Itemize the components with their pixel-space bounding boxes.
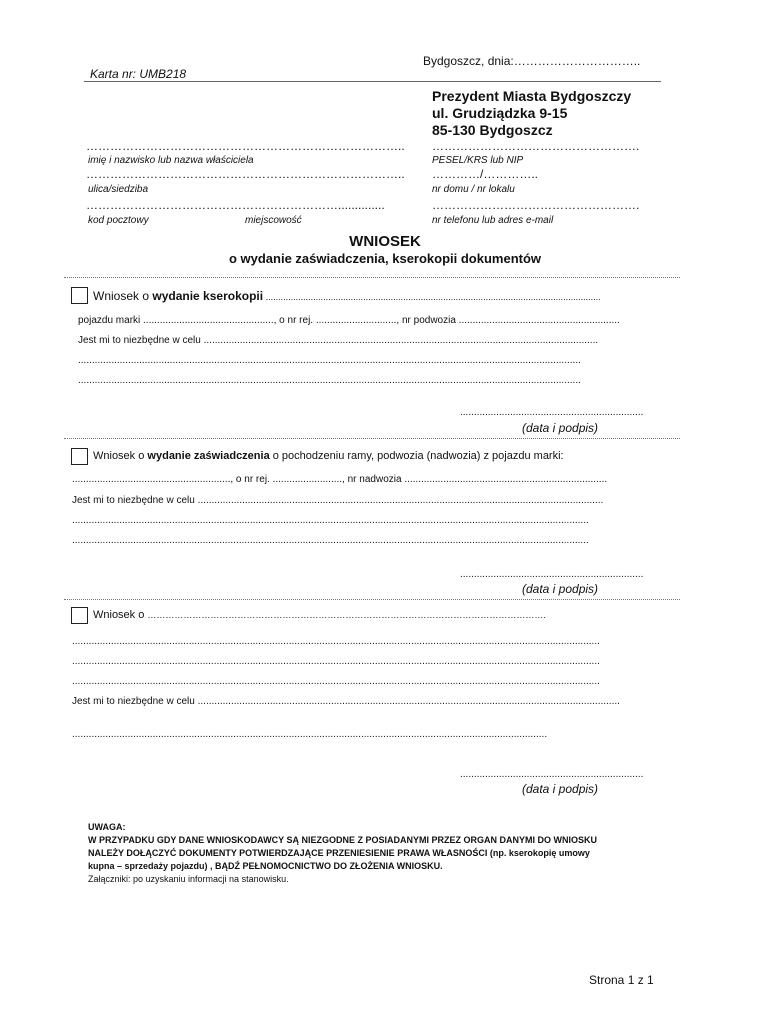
recipient-block — [432, 88, 631, 139]
house-number-field[interactable]: …………/………….. — [432, 167, 539, 181]
house-number-label: nr domu / nr lokalu — [432, 184, 515, 195]
copy-request-bold: wydanie kserokopii — [152, 289, 264, 303]
notice-block — [88, 821, 597, 886]
certificate-request-bold: wydanie zaświadczenia — [147, 450, 270, 462]
vehicle-certificate-line[interactable]: ........................................................., o nr rej. ........................., nr nadwozia ......................................................................... — [72, 474, 608, 485]
certificate-extra-line-1[interactable]: .......................................................................................................................................................................................... — [72, 515, 589, 526]
certificate-request-line — [93, 450, 564, 462]
street-label: ulica/siedziba — [88, 184, 149, 195]
copy-purpose-line[interactable]: Jest mi to niezbędne w celu .............................................................................................................................................. — [78, 335, 599, 346]
postal-code-label: kod pocztowy — [88, 215, 149, 226]
other-request-dots[interactable]: ……………………………………………………………………………………………………………………. — [147, 610, 546, 620]
other-extra-line-2[interactable]: .............................................................................................................................................................................................. — [72, 656, 600, 667]
notice-line-1: W PRZYPADKU GDY DANE WNIOSKODAWCY SĄ NIEZGODNE Z POSIADANYMI PRZEZ ORGAN DANYMI DO WNIOSKU — [88, 835, 598, 845]
postal-city-field[interactable]: ……………………………………………………….............. — [86, 198, 385, 212]
section-divider — [64, 277, 680, 278]
notice-line-3: kupna – sprzedaży pojazdu) , BĄDŹ PEŁNOMOCNICTWO DO ZŁOŻENIA WNIOSKU. — [88, 861, 443, 871]
notice-title: UWAGA: — [88, 822, 126, 832]
copy-signature-field[interactable]: .................................................................. — [460, 407, 644, 418]
certificate-request-prefix: Wniosek o — [93, 450, 148, 462]
certificate-request-checkbox[interactable] — [71, 448, 88, 465]
copy-signature-label: (data i podpis) — [522, 421, 599, 435]
copy-request-checkbox[interactable] — [71, 287, 88, 304]
other-extra-line-1[interactable]: .............................................................................................................................................................................................. — [72, 636, 600, 647]
copy-extra-line-2[interactable]: ..................................................................................................................................................................................... — [78, 375, 581, 386]
recipient-line-1: Prezydent Miasta Bydgoszczy — [432, 88, 632, 104]
document-subtitle: o wydanie zaświadczenia, kserokopii dokumentów — [228, 251, 542, 266]
page-number: Strona 1 z 1 — [589, 973, 654, 987]
pesel-label: PESEL/KRS lub NIP — [432, 155, 524, 166]
phone-email-field[interactable]: ……………………………………………. — [432, 198, 640, 212]
attachments-note: Załączniki: po uzyskaniu informacji na stanowisku. — [88, 874, 289, 884]
certificate-signature-label: (data i podpis) — [522, 582, 599, 596]
other-request-prefix: Wniosek o — [93, 609, 148, 621]
notice-line-2: NALEŻY DOŁĄCZYĆ DOKUMENTY POTWIERDZAJĄCE PRZENIESIENIE PRAWA WŁASNOŚCI (np. kserokopię umowy — [88, 848, 590, 858]
copy-request-dots[interactable]: ...................................................................................................................................... — [263, 292, 601, 302]
other-request-line — [93, 609, 678, 621]
recipient-line-2: ul. Grudziądzka 9-15 — [432, 105, 568, 121]
other-extra-line-4[interactable]: ........................................................................................................................................................................... — [72, 729, 548, 740]
recipient-line-3: 85-130 Bydgoszcz — [432, 122, 553, 138]
certificate-extra-line-2[interactable]: .......................................................................................................................................................................................... — [72, 535, 589, 546]
phone-email-label: nr telefonu lub adres e-mail — [432, 215, 554, 226]
card-number: Karta nr: UMB218 — [90, 67, 187, 81]
city-label: miejscowość — [245, 215, 302, 226]
other-extra-line-3[interactable]: .............................................................................................................................................................................................. — [72, 676, 600, 687]
section-divider — [64, 438, 680, 439]
copy-request-line — [93, 289, 673, 303]
copy-extra-line-1[interactable]: ..................................................................................................................................................................................... — [78, 355, 581, 366]
document-title: WNIOSEK — [349, 233, 421, 250]
pesel-field[interactable]: ……………………………………………. — [432, 139, 640, 153]
other-request-checkbox[interactable] — [71, 607, 88, 624]
other-purpose-line[interactable]: Jest mi to niezbędne w celu ........................................................................................................................................................ — [72, 696, 620, 707]
vehicle-copy-line[interactable]: pojazdu marki ..............................................., o nr rej. ............................., nr podwozia .......................................................... — [78, 315, 620, 326]
applicant-name-label: imię i nazwisko lub nazwa właściciela — [88, 155, 254, 166]
certificate-signature-field[interactable]: .................................................................. — [460, 569, 644, 580]
section-divider — [64, 599, 680, 600]
copy-request-prefix: Wniosek o — [93, 289, 153, 303]
other-signature-field[interactable]: .................................................................. — [460, 769, 644, 780]
applicant-name-field[interactable]: …………………………………………………………………….. — [86, 139, 405, 153]
certificate-purpose-line[interactable]: Jest mi to niezbędne w celu .................................................................................................................................................. — [72, 495, 604, 506]
header-divider — [84, 81, 661, 82]
certificate-request-rest: o pochodzeniu ramy, podwozia (nadwozia) z pojazdu marki: — [269, 450, 564, 462]
city-date-field[interactable]: Bydgoszcz, dnia:………………………….. — [423, 54, 641, 68]
other-signature-label: (data i podpis) — [522, 782, 599, 796]
street-field[interactable]: …………………………………………………………………….. — [86, 167, 405, 181]
